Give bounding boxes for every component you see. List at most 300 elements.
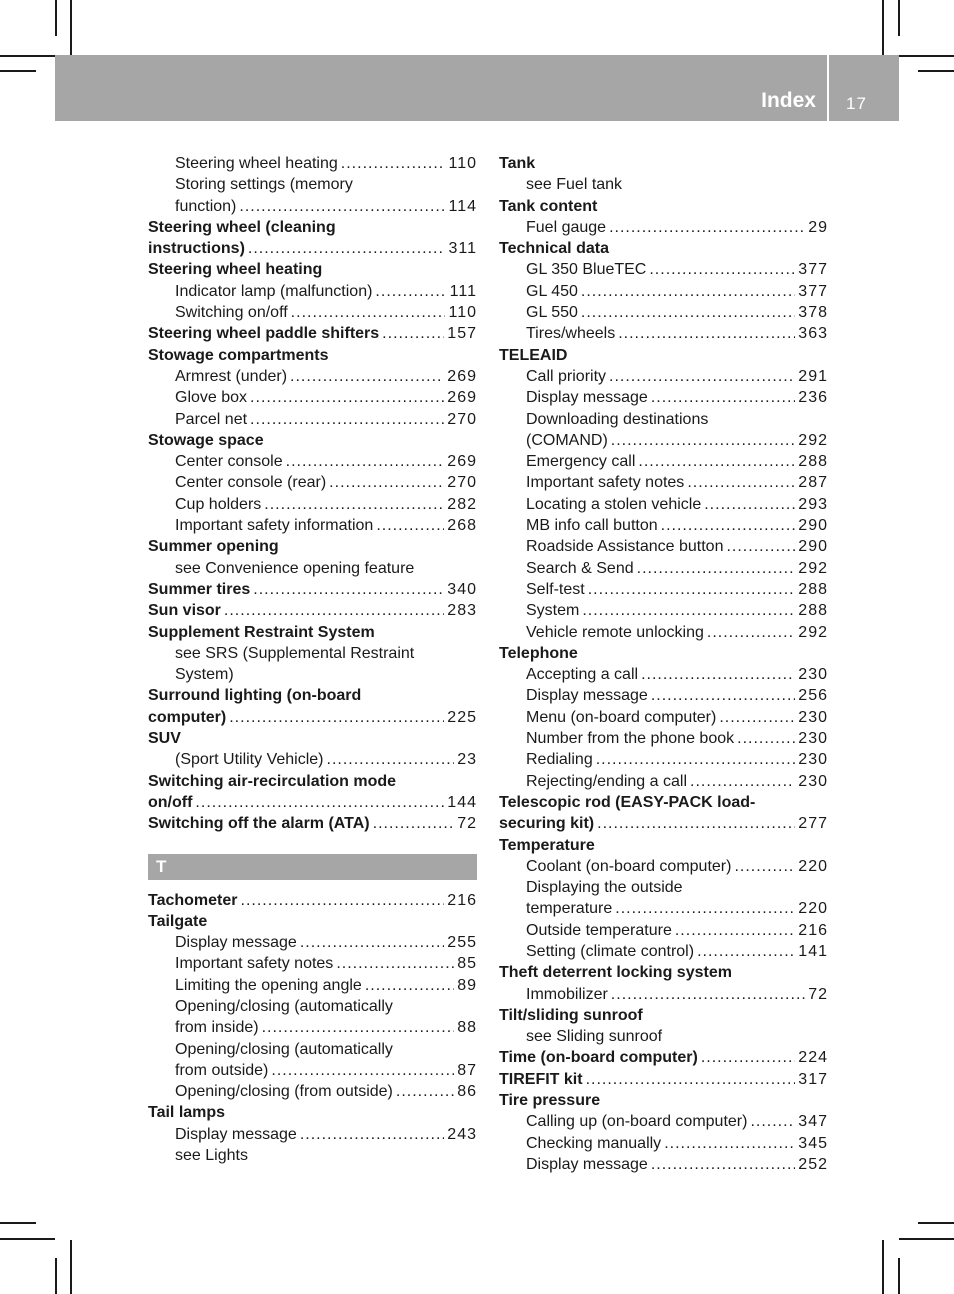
page-reference[interactable]: 220 (798, 857, 828, 875)
index-entry (148, 707, 477, 728)
index-subentry (499, 366, 828, 387)
entry-text: Switching air-recirculation mode (148, 772, 397, 790)
page-reference[interactable]: 114 (448, 197, 477, 215)
section-letter: T (156, 856, 167, 876)
crop-mark (898, 1258, 900, 1294)
dot-leader (365, 975, 454, 996)
page-reference[interactable]: 363 (798, 325, 828, 343)
dot-leader (675, 920, 795, 941)
dot-leader (609, 217, 805, 238)
entry-text: computer) (148, 708, 227, 726)
dot-leader (291, 302, 446, 323)
index-subentry (499, 898, 828, 919)
dot-leader (336, 953, 454, 974)
index-entry (499, 835, 828, 856)
page-reference[interactable]: 290 (798, 517, 828, 535)
index-entry (148, 323, 477, 344)
dot-leader (664, 1133, 795, 1154)
index-subentry (499, 984, 828, 1005)
page-reference[interactable]: 111 (449, 282, 477, 300)
entry-text: System) (175, 666, 234, 684)
page-reference[interactable]: 345 (798, 1134, 828, 1152)
entry-text: Opening/closing (from outside) (175, 1083, 393, 1101)
dot-leader (661, 515, 796, 536)
entry-text: Stowage compartments (148, 346, 329, 364)
entry-text: TIREFIT kit (499, 1070, 583, 1088)
dot-leader (195, 792, 444, 813)
index-subentry (499, 451, 828, 472)
index-subentry (499, 536, 828, 557)
entry-text: Switching on/off (175, 304, 288, 322)
entry-text: Steering wheel (cleaning (148, 218, 336, 236)
dot-leader (651, 1154, 795, 1175)
index-entry (148, 536, 477, 557)
page-reference[interactable]: 288 (798, 453, 828, 471)
section-header-t (148, 854, 477, 880)
entry-text: from outside) (175, 1061, 269, 1079)
index-entry (148, 579, 477, 600)
page-number: 17 (846, 94, 867, 113)
entry-text: Storing settings (memory (175, 176, 353, 194)
index-entry (499, 1005, 828, 1026)
page-reference[interactable]: 230 (798, 730, 828, 748)
page-reference[interactable]: 220 (798, 900, 828, 918)
dot-leader (375, 281, 446, 302)
index-entry (148, 792, 477, 813)
page-reference[interactable]: 157 (447, 325, 477, 343)
entry-text: Indicator lamp (malfunction) (175, 282, 373, 300)
index-subentry (148, 664, 477, 685)
page-reference[interactable]: 89 (457, 976, 477, 994)
index-subentry (499, 920, 828, 941)
entry-text: MB info call button (526, 517, 658, 535)
dot-leader (241, 890, 445, 911)
entry-text: Setting (climate control) (526, 942, 695, 960)
entry-text: Display message (526, 687, 648, 705)
entry-text: Tilt/sliding sunroof (499, 1006, 643, 1024)
index-subentry (148, 472, 477, 493)
index-entry (148, 1102, 477, 1123)
page-reference[interactable]: 88 (457, 1019, 477, 1037)
entry-text: Menu (on-board computer) (526, 708, 717, 726)
entry-text: Display message (526, 1155, 648, 1173)
dot-leader (687, 472, 795, 493)
page-reference[interactable]: 23 (457, 751, 477, 769)
page-reference[interactable]: 378 (798, 304, 828, 322)
entry-text: Emergency call (526, 453, 636, 471)
index-subentry (499, 494, 828, 515)
dot-leader (704, 494, 795, 515)
index-subentry (499, 622, 828, 643)
crop-mark (918, 1222, 954, 1224)
index-subentry (148, 1145, 477, 1166)
dot-leader (300, 932, 444, 953)
index-subentry (499, 259, 828, 280)
index-subentry (499, 749, 828, 770)
crop-mark (0, 70, 36, 72)
index-entry (499, 643, 828, 664)
index-entry (148, 813, 477, 834)
entry-text: Rejecting/ending a call (526, 772, 687, 790)
page-reference[interactable]: 141 (798, 942, 828, 960)
entry-text: Opening/closing (automatically (175, 1040, 393, 1058)
entry-text: from inside) (175, 1019, 259, 1037)
entry-text: Cup holders (175, 495, 262, 513)
dot-leader (734, 856, 795, 877)
entry-text: Technical data (499, 240, 609, 258)
dot-leader (253, 579, 444, 600)
page-reference[interactable]: 243 (447, 1125, 477, 1143)
dot-leader (707, 622, 795, 643)
index-subentry (499, 1026, 828, 1047)
index-entry (499, 1047, 828, 1068)
entry-text: Redialing (526, 751, 593, 769)
page-reference[interactable]: 292 (798, 559, 828, 577)
page-reference[interactable]: 230 (798, 772, 828, 790)
entry-text: Accepting a call (526, 666, 639, 684)
index-subentry (148, 196, 477, 217)
page-reference[interactable]: 291 (798, 367, 828, 385)
index-subentry (499, 409, 828, 430)
index-subentry (148, 515, 477, 536)
dot-leader (396, 1081, 454, 1102)
index-subentry (499, 685, 828, 706)
crop-mark (882, 0, 884, 55)
dot-leader (615, 898, 795, 919)
index-subentry (499, 941, 828, 962)
index-list-left-t (148, 890, 477, 1167)
index-subentry (499, 856, 828, 877)
entry-text: see SRS (Supplemental Restraint (175, 644, 415, 662)
page-title: Index (761, 89, 816, 112)
index-subentry (499, 771, 828, 792)
index-subentry (499, 430, 828, 451)
dot-leader (286, 451, 445, 472)
crop-mark (55, 1258, 57, 1294)
page-header (55, 55, 899, 121)
dot-leader (290, 366, 444, 387)
entry-text: Calling up (on-board computer) (526, 1113, 748, 1131)
entry-text: Stowage space (148, 431, 264, 449)
page-reference[interactable]: 288 (798, 580, 828, 598)
page-reference[interactable]: 290 (798, 538, 828, 556)
crop-mark (70, 1240, 72, 1294)
dot-leader (588, 579, 796, 600)
entry-text: Switching off the alarm (ATA) (148, 815, 370, 833)
dot-leader (264, 494, 444, 515)
entry-text: Displaying the outside (526, 879, 683, 897)
entry-text: function) (175, 197, 237, 215)
entry-text: Immobilizer (526, 985, 608, 1003)
dot-leader (597, 813, 795, 834)
dot-leader (262, 1017, 455, 1038)
entry-text: Tachometer (148, 891, 238, 909)
dot-leader (373, 813, 455, 834)
index-subentry (499, 515, 828, 536)
entry-text: Vehicle remote unlocking (526, 623, 704, 641)
page-reference[interactable]: 86 (457, 1083, 477, 1101)
page-reference[interactable]: 269 (447, 453, 477, 471)
page-reference[interactable]: 293 (798, 495, 828, 513)
crop-mark (0, 1222, 36, 1224)
entry-text: see Fuel tank (526, 176, 623, 194)
dot-leader (638, 451, 795, 472)
index-subentry (148, 643, 477, 664)
index-subentry (148, 1060, 477, 1081)
index-entry (148, 600, 477, 621)
entry-text: GL 350 BlueTEC (526, 261, 647, 279)
entry-text: Downloading destinations (526, 410, 709, 428)
dot-leader (719, 707, 795, 728)
page-reference[interactable]: 110 (448, 304, 477, 322)
page-reference[interactable]: 87 (457, 1061, 477, 1079)
index-column-left (148, 153, 477, 1166)
entry-text: Tailgate (148, 912, 208, 930)
page-reference[interactable]: 236 (798, 389, 828, 407)
entry-text: Important safety information (175, 517, 374, 535)
index-subentry (148, 174, 477, 195)
index-entry (148, 622, 477, 643)
index-entry (148, 217, 477, 238)
dot-leader (376, 515, 444, 536)
entry-text: Roadside Assistance button (526, 538, 724, 556)
index-subentry (148, 1017, 477, 1038)
entry-text: TELEAID (499, 346, 568, 364)
page-reference[interactable]: 255 (447, 934, 477, 952)
index-entry (499, 345, 828, 366)
header-divider (827, 55, 829, 121)
page-reference[interactable]: 377 (798, 282, 828, 300)
dot-leader (341, 153, 446, 174)
entry-text: (Sport Utility Vehicle) (175, 751, 324, 769)
dot-leader (618, 323, 795, 344)
crop-mark (899, 1238, 954, 1240)
dot-leader (250, 387, 444, 408)
dot-leader (697, 941, 795, 962)
page-reference[interactable]: 216 (447, 891, 477, 909)
dot-leader (300, 1124, 444, 1145)
index-entry (499, 1090, 828, 1111)
index-subentry (499, 323, 828, 344)
entry-text: Important safety notes (175, 955, 334, 973)
index-entry (148, 890, 477, 911)
index-subentry (148, 302, 477, 323)
entry-text: Telescopic rod (EASY-PACK load- (499, 793, 756, 811)
dot-leader (690, 771, 795, 792)
entry-text: Armrest (under) (175, 367, 288, 385)
index-entry (499, 153, 828, 174)
page-reference[interactable]: 311 (448, 240, 477, 258)
page-reference[interactable]: 225 (447, 708, 477, 726)
page-reference[interactable]: 292 (798, 431, 828, 449)
index-subentry (499, 1111, 828, 1132)
index-subentry (148, 281, 477, 302)
page-reference[interactable]: 292 (798, 623, 828, 641)
page-reference[interactable]: 72 (808, 985, 828, 1003)
index-entry (499, 813, 828, 834)
dot-leader (239, 196, 445, 217)
dot-leader (581, 302, 795, 323)
page-reference[interactable]: 72 (457, 815, 477, 833)
entry-text: Steering wheel heating (148, 261, 323, 279)
index-column-right (499, 153, 828, 1175)
dot-leader (637, 558, 796, 579)
entry-text: Summer opening (148, 538, 279, 556)
entry-text: SUV (148, 730, 181, 748)
index-subentry (148, 366, 477, 387)
page-reference[interactable]: 317 (798, 1070, 828, 1088)
crop-mark (918, 70, 954, 72)
page-reference[interactable]: 230 (798, 708, 828, 726)
page-reference[interactable]: 277 (798, 815, 828, 833)
entry-text: Coolant (on-board computer) (526, 857, 732, 875)
dot-leader (611, 430, 796, 451)
index-subentry (499, 217, 828, 238)
dot-leader (651, 387, 795, 408)
dot-leader (641, 664, 795, 685)
entry-text: Display message (175, 934, 297, 952)
index-subentry (499, 302, 828, 323)
dot-leader (609, 366, 795, 387)
entry-text: Call priority (526, 367, 607, 385)
index-subentry (499, 1133, 828, 1154)
page-reference[interactable]: 144 (447, 793, 477, 811)
entry-text: Display message (175, 1125, 297, 1143)
page-reference[interactable]: 110 (448, 155, 477, 172)
index-subentry (499, 558, 828, 579)
index-subentry (499, 472, 828, 493)
page-reference[interactable]: 340 (447, 580, 477, 598)
dot-leader (651, 685, 795, 706)
index-subentry (148, 953, 477, 974)
dot-leader (611, 984, 805, 1005)
dot-leader (250, 409, 444, 430)
dot-leader (327, 749, 455, 770)
entry-text: see Convenience opening feature (175, 559, 415, 577)
page-reference[interactable]: 230 (798, 666, 828, 684)
entry-text: see Lights (175, 1147, 248, 1165)
page-reference[interactable]: 287 (798, 474, 828, 492)
entry-text: Search & Send (526, 559, 634, 577)
entry-text: Fuel gauge (526, 218, 607, 236)
crop-mark (899, 55, 954, 57)
page-reference[interactable]: 29 (808, 218, 828, 236)
entry-text: Opening/closing (automatically (175, 997, 393, 1015)
dot-leader (582, 600, 795, 621)
entry-text: Theft deterrent locking system (499, 964, 732, 982)
index-entry (148, 771, 477, 792)
index-subentry (499, 664, 828, 685)
index-list-left (148, 153, 477, 835)
dot-leader (737, 728, 795, 749)
index-entry (148, 728, 477, 749)
page-reference[interactable]: 268 (447, 517, 477, 535)
entry-text: see Sliding sunroof (526, 1028, 663, 1046)
index-entry (148, 238, 477, 259)
entry-text: Temperature (499, 836, 595, 854)
index-subentry (148, 1039, 477, 1060)
crop-mark (0, 1238, 55, 1240)
index-subentry (148, 558, 477, 579)
entry-text: Tank content (499, 197, 598, 215)
dot-leader (224, 600, 444, 621)
dot-leader (382, 323, 444, 344)
page-reference[interactable]: 230 (798, 751, 828, 769)
index-subentry (148, 1081, 477, 1102)
index-entry (499, 962, 828, 983)
index-subentry (499, 877, 828, 898)
entry-text: Limiting the opening angle (175, 976, 362, 994)
index-list-right (499, 153, 828, 1175)
page-reference[interactable]: 347 (798, 1113, 828, 1131)
index-subentry (148, 153, 477, 174)
entry-text: Checking manually (526, 1134, 662, 1152)
page-reference[interactable]: 256 (798, 687, 828, 705)
page-reference[interactable]: 270 (447, 410, 477, 428)
entry-text: Time (on-board computer) (499, 1049, 698, 1067)
entry-text: Center console (rear) (175, 474, 327, 492)
entry-text: Steering wheel heating (175, 155, 338, 172)
index-entry (148, 259, 477, 280)
entry-text: Important safety notes (526, 474, 685, 492)
entry-text: Center console (175, 453, 283, 471)
page-reference[interactable]: 270 (447, 474, 477, 492)
crop-mark (55, 0, 57, 36)
page-reference[interactable]: 85 (457, 955, 477, 973)
crop-mark (70, 0, 72, 55)
entry-text: Self-test (526, 580, 585, 598)
index-subentry (499, 579, 828, 600)
index-entry (499, 238, 828, 259)
entry-text: Tail lamps (148, 1104, 226, 1122)
entry-text: Tires/wheels (526, 325, 616, 343)
entry-text: Sun visor (148, 602, 221, 620)
index-entry (148, 685, 477, 706)
dot-leader (701, 1047, 795, 1068)
crop-mark (882, 1240, 884, 1294)
index-subentry (148, 749, 477, 770)
entry-text: temperature (526, 900, 613, 918)
index-entry (148, 430, 477, 451)
index-subentry (499, 174, 828, 195)
page-reference[interactable]: 282 (447, 495, 477, 513)
entry-text: on/off (148, 793, 193, 811)
page-reference[interactable]: 216 (798, 921, 828, 939)
page-reference[interactable]: 288 (798, 602, 828, 620)
entry-text: Glove box (175, 389, 248, 407)
entry-text: Tire pressure (499, 1092, 601, 1110)
index-subentry (148, 494, 477, 515)
index-subentry (499, 281, 828, 302)
entry-text: Parcel net (175, 410, 248, 428)
page-reference[interactable]: 252 (798, 1155, 828, 1173)
entry-text: Display message (526, 389, 648, 407)
index-subentry (148, 975, 477, 996)
index-subentry (499, 387, 828, 408)
index-subentry (148, 387, 477, 408)
entry-text: Steering wheel paddle shifters (148, 325, 380, 343)
index-entry (499, 792, 828, 813)
page-reference[interactable]: 269 (447, 367, 477, 385)
dot-leader (726, 536, 795, 557)
page-reference[interactable]: 283 (447, 602, 477, 620)
page-reference[interactable]: 224 (798, 1049, 828, 1067)
entry-text: System (526, 602, 580, 620)
index-entry (148, 345, 477, 366)
page-reference[interactable]: 269 (447, 389, 477, 407)
index-subentry (148, 932, 477, 953)
page-reference[interactable]: 377 (798, 261, 828, 279)
